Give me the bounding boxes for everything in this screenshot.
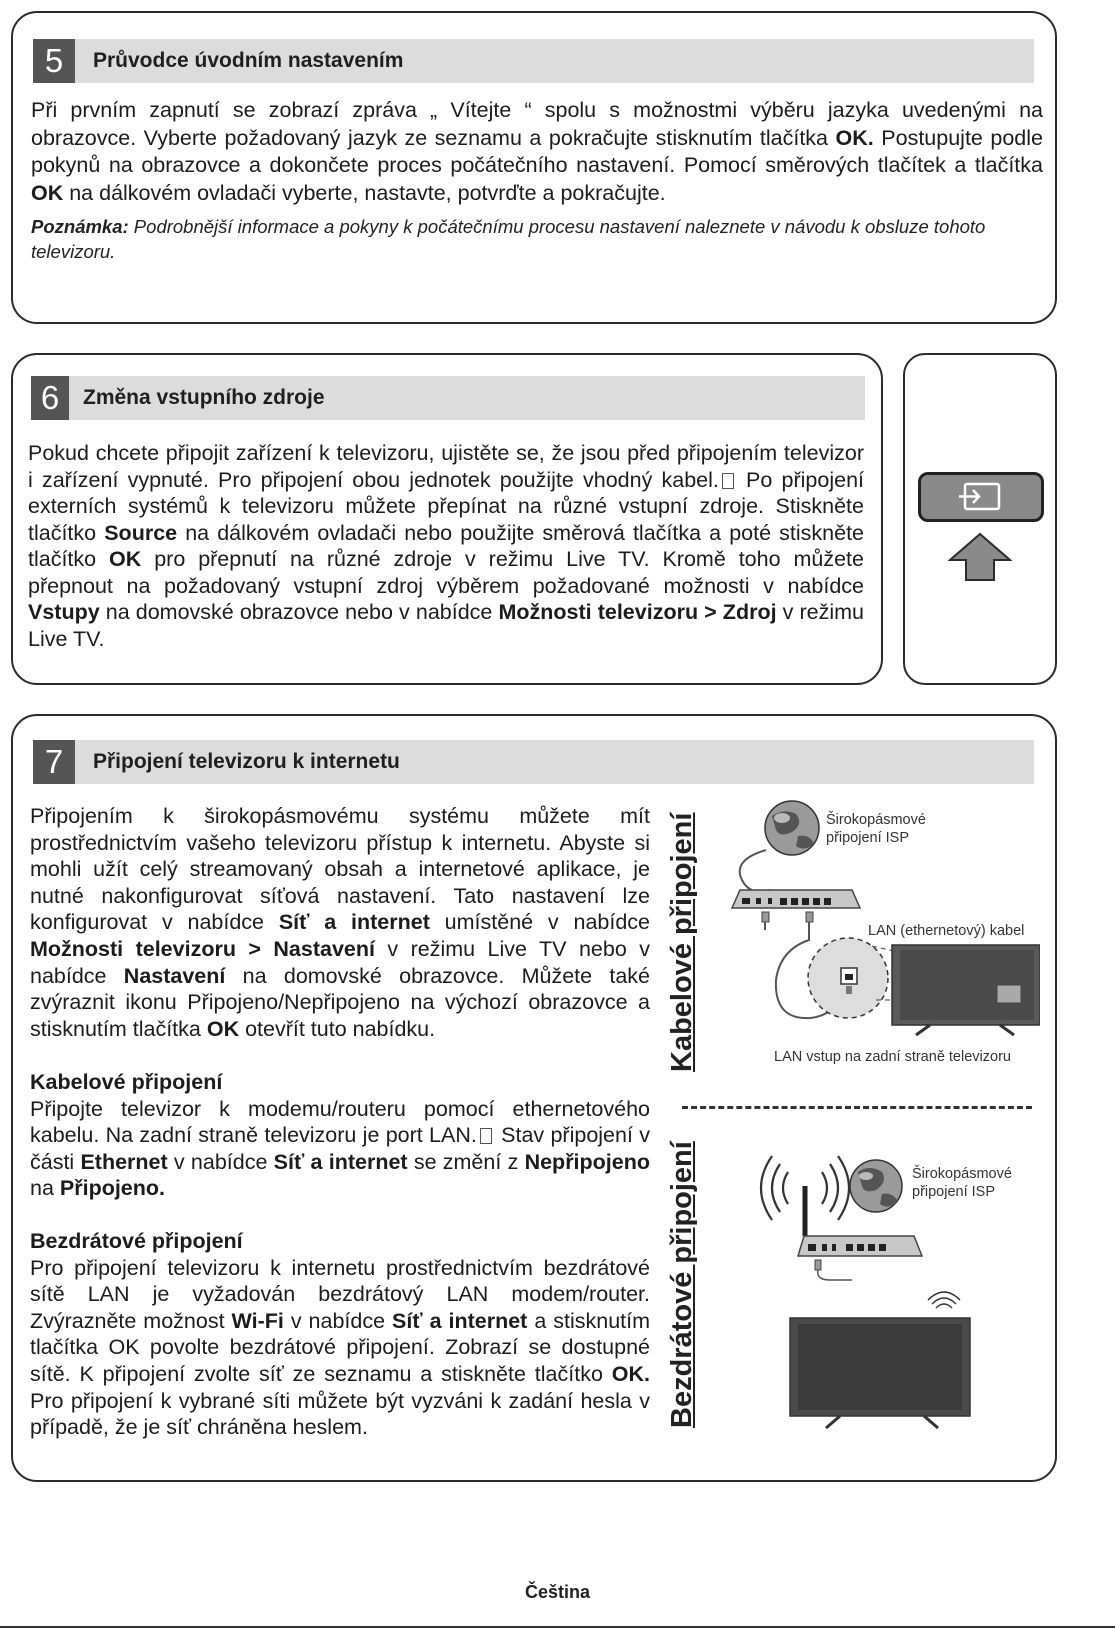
- wired-vertical-label: Kabelové připojení: [666, 812, 698, 1072]
- wired-section: [30, 1069, 650, 1202]
- section-7-intro: Připojením k širokopásmovému systému můžete mít prostřednictvím vašeho televizoru přístup k internetu. Abyste si mohli užít celý streamovaný obsah a internetové aplikace, je nutné nakonfigurovat síťová nastavení. Tato nastavení lze konfigurovat v nabídce Síť a internet umístěné v nabídce Možnosti televizoru > Nastavení v režimu Live TV nebo v nabídce Nastavení na domovské obrazovce. Můžete také zvýraznit ikonu Připojeno/Nepřipojeno na výchozí obrazovce a stisknutím tlačítka OK otevřít tuto nabídku.: [30, 804, 651, 1041]
- lan-cable-label: LAN (ethernetový) kabel: [868, 923, 1025, 939]
- source-input-icon: [921, 475, 1041, 519]
- missing-glyph-box: [722, 473, 734, 489]
- wired-isp-label: Širokopásmové připojení ISP: [826, 812, 926, 846]
- section-6-number: 6: [31, 376, 69, 420]
- lan-port-label: LAN vstup na zadní straně televizoru: [774, 1049, 1011, 1065]
- note-label: Poznámka:: [31, 216, 129, 237]
- tv-icon: [790, 1318, 970, 1428]
- wireless-vertical-label: Bezdrátové připojení: [666, 1141, 698, 1428]
- section-5-note: [31, 214, 1043, 264]
- arrow-up-icon: [948, 532, 1012, 582]
- diagram-separator: [682, 1106, 1032, 1109]
- section-7-header: [33, 740, 1034, 784]
- section-5-title: Průvodce úvodním nastavením: [93, 49, 404, 72]
- wifi-heading: Bezdrátové připojení: [30, 1229, 243, 1253]
- wifi-section: [30, 1228, 650, 1441]
- section-5-header: [33, 39, 1034, 83]
- section-5-number: 5: [33, 39, 75, 83]
- wired-heading: Kabelové připojení: [30, 1070, 223, 1094]
- bottom-rule: [0, 1626, 1115, 1628]
- tv-icon: [892, 945, 1040, 1035]
- router-icon: [798, 1236, 922, 1256]
- section-7-number: 7: [33, 740, 75, 784]
- note-text: Podrobnější informace a pokyny k počátečnímu procesu nastavení naleznete v návodu k obsluze tohoto televizoru.: [31, 216, 986, 262]
- source-button: [918, 472, 1044, 522]
- globe-icon: [765, 801, 819, 855]
- footer-language: Čeština: [524, 1582, 591, 1602]
- globe-icon: [850, 1160, 902, 1212]
- section-5-paragraph: Při prvním zapnutí se zobrazí zpráva „ Vítejte “ spolu s možnostmi výběru jazyka uvedenými na obrazovce. Vyberte požadovaný jazyk ze seznamu a pokračujte stisknutím tlačítka OK. Postupujte podle pokynů na obrazovce a dokončete proces počátečního nastavení. Pomocí směrových tlačítek a tlačítka OK na dálkovém ovladači vyberte, nastavte, potvrďte a pokračujte.: [31, 98, 1043, 205]
- wired-paragraph: Připojte televizor k modemu/routeru pomocí ethernetového kabelu. Na zadní straně televizoru je port LAN. Stav připojení v části Ethernet v nabídce Síť a internet se změní z Nepřipojeno na Připojeno.: [30, 1096, 650, 1201]
- wifi-paragraph: Pro připojení televizoru k internetu prostřednictvím bezdrátové sítě LAN je vyžadován bezdrátový LAN modem/router. Zvýrazněte možnost Wi-Fi v nabídce Síť a internet a stisknutím tlačítka OK povolte bezdrátové připojení. Zobrazí se dostupné sítě. K připojení zvolte síť ze seznamu a stiskněte tlačítko OK. Pro připojení k vybrané síti můžete být vyzváni k zadání hesla v případě, že je síť chráněna heslem.: [30, 1255, 651, 1440]
- router-icon: [732, 890, 860, 908]
- section-6-title: Změna vstupního zdroje: [83, 386, 325, 409]
- tv-wifi-icon: [928, 1292, 960, 1308]
- section-6-header: [31, 376, 865, 420]
- section-7-title: Připojení televizoru k internetu: [93, 750, 400, 773]
- section-6-paragraph: Pokud chcete připojit zařízení k televizoru, ujistěte se, že jsou před připojením televizor i zařízení vypnuté. Pro připojení obou jednotek použijte vhodný kabel. Po připojení externích systémů k televizoru můžete přepínat na různé vstupní zdroje. Stiskněte tlačítko Source na dálkovém ovladači nebo použijte směrová tlačítka a poté stiskněte tlačítko OK pro přepnutí na různé zdroje v režimu Live TV. Kromě toho můžete přepnout na požadovaný vstupní zdroj výběrem požadované možnosti v nabídce Vstupy na domovské obrazovce nebo v nabídce Možnosti televizoru > Zdroj v režimu Live TV.: [28, 441, 864, 651]
- wireless-isp-label: Širokopásmové připojení ISP: [912, 1166, 1012, 1200]
- missing-glyph-box: [480, 1128, 492, 1144]
